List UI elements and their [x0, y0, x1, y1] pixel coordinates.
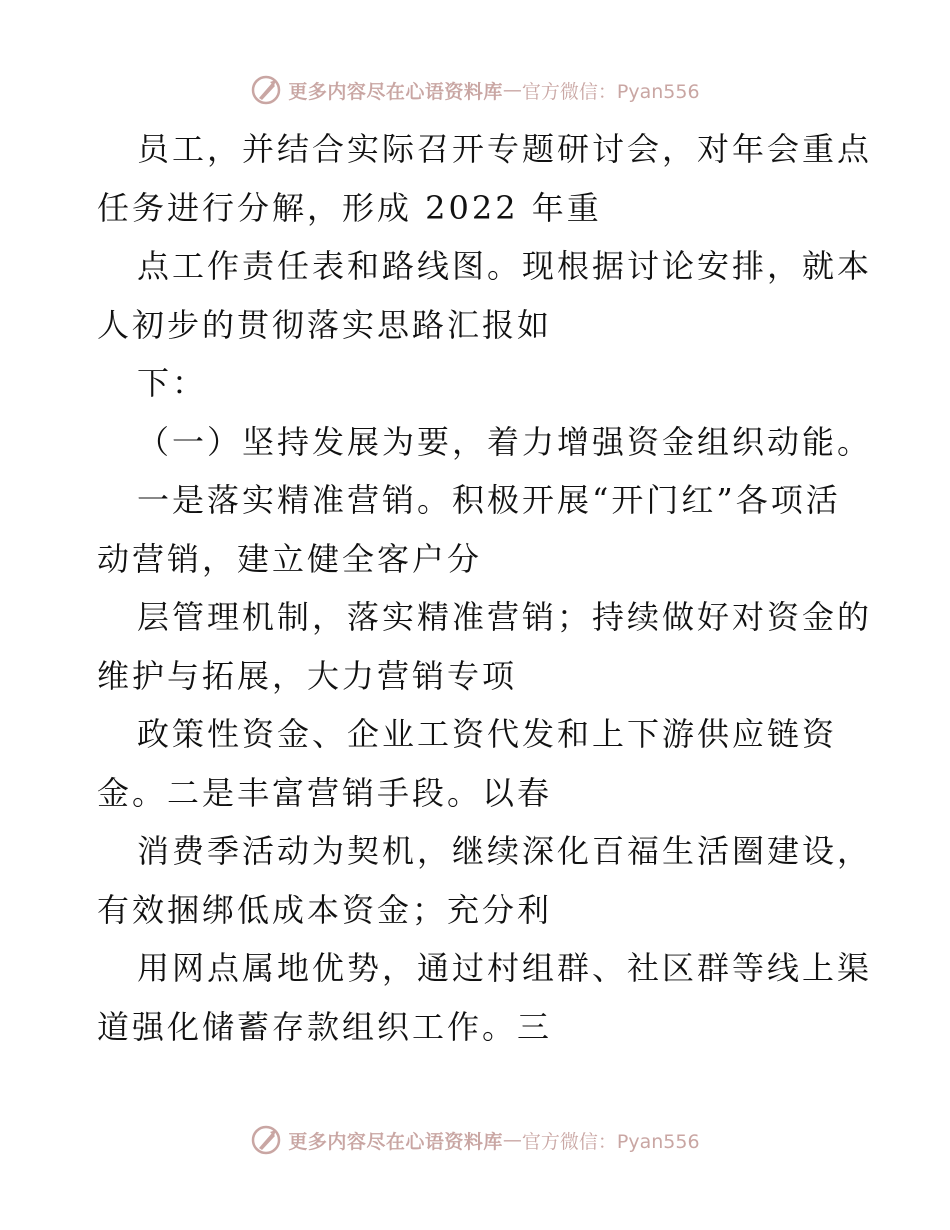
paragraph-line: 维护与拓展，大力营销专项	[97, 656, 518, 695]
watermark-wechat-text: 官方微信：Pyan556	[521, 80, 700, 103]
paragraph-line: 用网点属地优势，通过村组群、社区群等线上渠	[137, 949, 873, 987]
paragraph-line: 人初步的贯彻落实思路汇报如	[97, 305, 553, 344]
watermark-promo-text: 更多内容尽在心语资料库	[288, 1130, 503, 1153]
paragraph-line: 政策性资金、企业工资代发和上下游供应链资	[137, 715, 838, 753]
quill-logo-icon	[250, 74, 282, 106]
watermark-dash: —	[502, 79, 522, 101]
quill-logo-icon	[250, 1124, 282, 1156]
paragraph-line: 动营销，建立健全客户分	[97, 539, 483, 578]
paragraph-line: 下：	[137, 364, 208, 402]
paragraph-line: 层管理机制，落实精准营销；持续做好对资金的	[137, 598, 873, 636]
footer-watermark	[0, 1120, 950, 1160]
watermark-dash: —	[502, 1129, 522, 1151]
paragraph-line: 金。二是丰富营销手段。以春	[97, 773, 553, 812]
paragraph-line: 消费季活动为契机，继续深化百福生活圈建设，	[137, 832, 873, 870]
paragraph-line: 任务进行分解，形成 2022 年重	[97, 188, 602, 227]
paragraph-line: 一是落实精准营销。积极开展“开门红”各项活	[137, 481, 841, 519]
paragraph-line: 道强化储蓄存款组织工作。三	[97, 1007, 553, 1046]
paragraph-line: 员工，并结合实际召开专题研讨会，对年会重点	[137, 130, 873, 168]
header-watermark	[0, 70, 950, 110]
watermark-wechat-text: 官方微信：Pyan556	[521, 1130, 700, 1153]
watermark-promo-text: 更多内容尽在心语资料库	[288, 80, 503, 103]
paragraph-line: 点工作责任表和路线图。现根据讨论安排，就本	[137, 247, 873, 285]
paragraph-line: （一）坚持发展为要，着力增强资金组织动能。	[137, 422, 873, 461]
document-body	[97, 120, 873, 1056]
paragraph-line: 有效捆绑低成本资金；充分利	[97, 890, 553, 929]
